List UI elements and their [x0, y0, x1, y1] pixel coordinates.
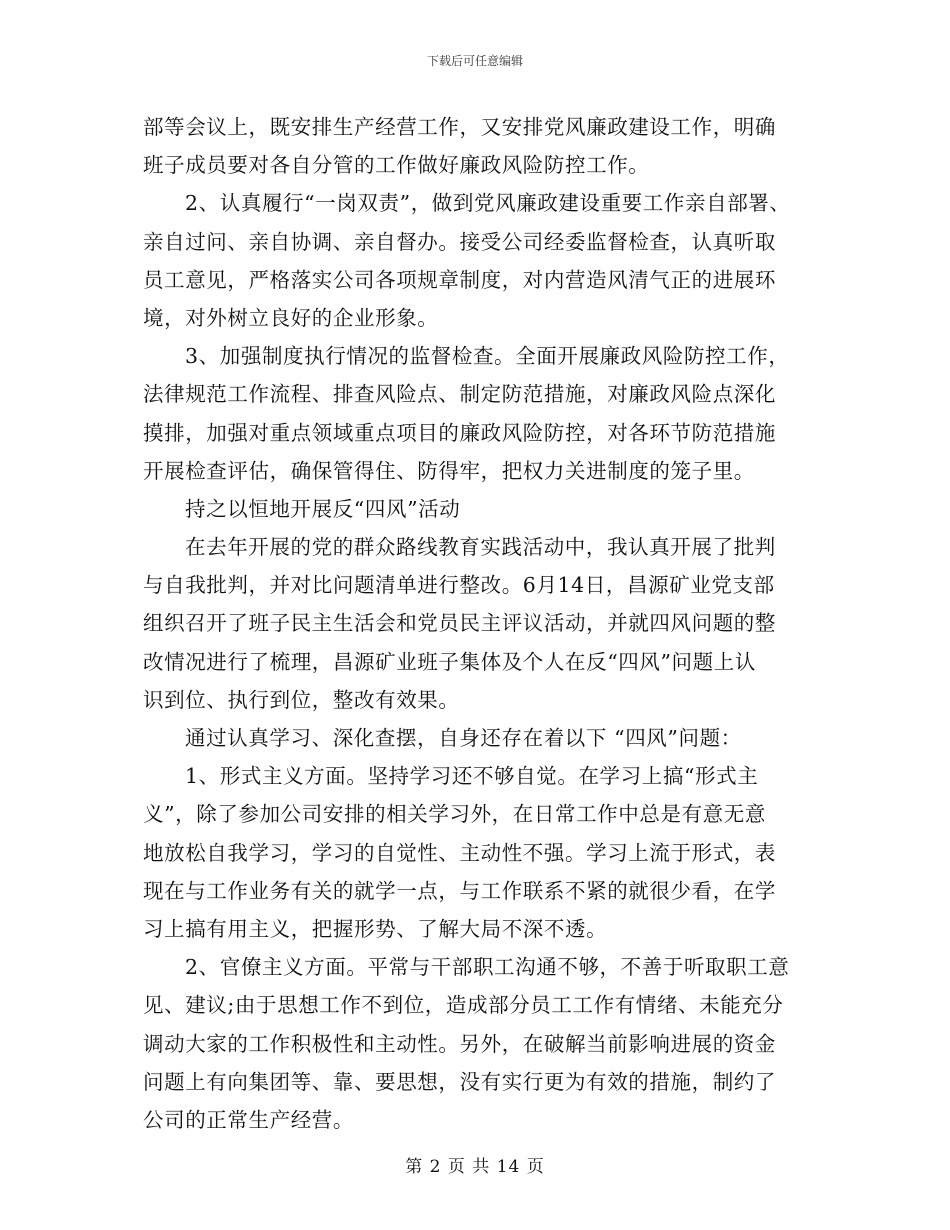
- text-line: 组织召开了班子民主生活会和党员民主评议活动，并就四风问题的整: [143, 611, 776, 636]
- text-line: 问题上有向集团等、靠、要思想，没有实行更为有效的措施，制约了: [143, 1069, 776, 1094]
- text-line: 义”，除了参加公司安排的相关学习外，在日常工作中总是有意无意: [143, 802, 766, 827]
- text-line: 与自我批判，并对比问题清单进行整改。6月14日，昌源矿业党支部: [143, 573, 775, 598]
- text-line: 公司的正常生产经营。: [143, 1107, 354, 1132]
- document-body: [143, 108, 823, 1139]
- text-line: 识到位、执行到位，整改有效果。: [143, 687, 460, 712]
- text-line: 开展检查评估，确保管得住、防得牢，把权力关进制度的笼子里。: [143, 458, 755, 483]
- text-line: 现在与工作业务有关的就学一点，与工作联系不紧的就很少看，在学: [143, 878, 776, 903]
- text-line: 员工意见，严格落实公司各项规章制度，对内营造风清气正的进展环: [143, 267, 776, 292]
- text-line: 3、加强制度执行情况的监督检查。全面开展廉政风险防控工作，: [185, 344, 790, 369]
- page-footer: 第 2 页 共 14 页: [405, 1157, 545, 1177]
- text-line: 持之以恒地开展反“四风”活动: [185, 496, 461, 521]
- text-line: 2、认真履行“一岗双责”，做到党风廉政建设重要工作亲自部署、: [185, 191, 791, 216]
- text-line: 调动大家的工作积极性和主动性。另外，在破解当前影响进展的资金: [143, 1031, 776, 1056]
- text-line: 摸排，加强对重点领域重点项目的廉政风险防控，对各环节防范措施: [143, 420, 776, 445]
- text-line: 2、官僚主义方面。平常与干部职工沟通不够，不善于听取职工意: [185, 955, 790, 980]
- text-line: 班子成员要对各自分管的工作做好廉政风险防控工作。: [143, 153, 650, 178]
- text-line: 习上搞有用主义，把握形势、了解大局不深不透。: [143, 916, 608, 941]
- text-line: 1、形式主义方面。坚持学习还不够自觉。在学习上搞“形式主: [185, 764, 759, 789]
- text-line: 在去年开展的党的群众路线教育实践活动中，我认真开展了批判: [185, 535, 776, 560]
- text-line: 改情况进行了梳理，昌源矿业班子集体及个人在反“四风”问题上认: [143, 649, 756, 674]
- text-line: 法律规范工作流程、排查风险点、制定防范措施，对廉政风险点深化: [143, 382, 776, 407]
- text-line: 亲自过问、亲自协调、亲自督办。接受公司经委监督检查，认真听取: [143, 229, 776, 254]
- page-header: 下载后可任意编辑: [426, 54, 523, 68]
- text-line: 境，对外树立良好的企业形象。: [143, 305, 439, 330]
- text-line: 部等会议上，既安排生产经营工作，又安排党风廉政建设工作，明确: [143, 115, 776, 139]
- text-line: 通过认真学习、深化查摆，自身还存在着以下 “四风”问题：: [185, 726, 742, 750]
- text-line: 见、建议;由于思想工作不到位，造成部分员工工作有情绪、未能充分: [143, 993, 784, 1018]
- text-line: 地放松自我学习，学习的自觉性、主动性不强。学习上流于形式，表: [143, 840, 776, 865]
